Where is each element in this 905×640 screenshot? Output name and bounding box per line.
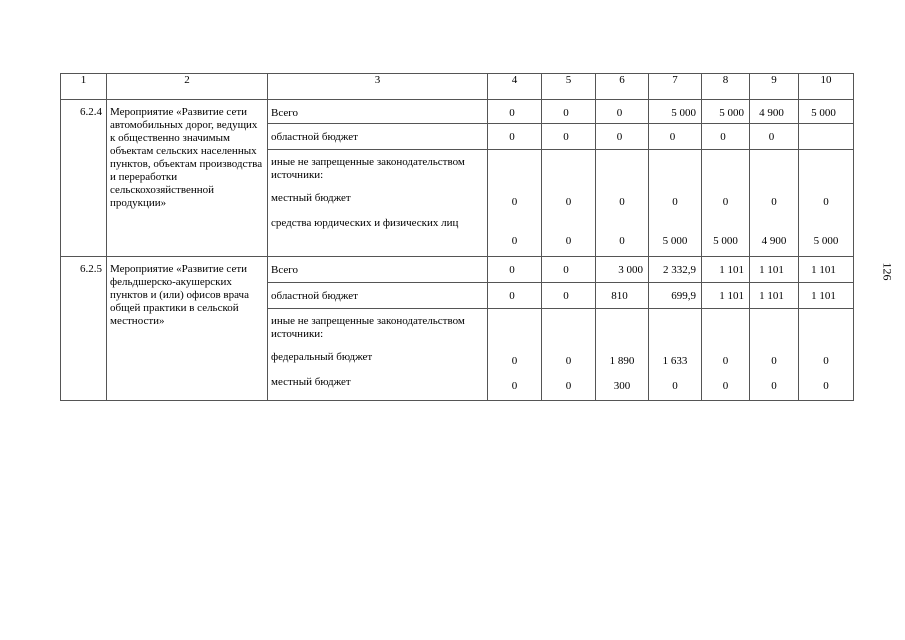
value-cell xyxy=(799,150,854,257)
value: 0 xyxy=(823,380,829,392)
value-cell xyxy=(488,309,542,401)
header-cell: 7 xyxy=(649,74,702,100)
value: 0 xyxy=(511,196,518,208)
value-cell: 5 000 xyxy=(799,100,854,124)
value-cell: 1 101 xyxy=(702,283,750,309)
value-cell: 4 900 xyxy=(750,100,799,124)
measure-id: 6.2.5 xyxy=(61,257,107,401)
source-label: Всего xyxy=(268,257,488,283)
value: 0 xyxy=(722,196,729,208)
value-cell: 810 xyxy=(596,283,649,309)
value-cell: 0 xyxy=(542,283,596,309)
header-cell: 1 xyxy=(61,74,107,100)
value-cell: 1 101 xyxy=(750,257,799,283)
value-cell: 0 xyxy=(750,124,799,150)
value: 0 xyxy=(619,196,625,208)
value-cell: 2 332,9 xyxy=(649,257,702,283)
header-cell: 9 xyxy=(750,74,799,100)
measure-title: Мероприятие «Развитие сети автомобильных дорог, ведущих к общественно значимым объектам сельских населенных пунктов, объектам производства и переработки сельскохозяйственной продукции» xyxy=(107,100,268,257)
table-header-row xyxy=(61,74,854,100)
value: 0 xyxy=(565,355,572,367)
value: 1 633 xyxy=(662,355,688,367)
value: 0 xyxy=(511,380,518,392)
source-label: местный бюджет xyxy=(271,192,351,204)
value-cell: 0 xyxy=(488,257,542,283)
value: 5 000 xyxy=(662,235,688,247)
value-cell: 0 xyxy=(542,100,596,124)
source-label: областной бюджет xyxy=(268,283,488,309)
source-label: областной бюджет xyxy=(268,124,488,150)
value-cell: 3 000 xyxy=(596,257,649,283)
source-group-cell xyxy=(268,309,488,401)
header-cell: 2 xyxy=(107,74,268,100)
source-label: местный бюджет xyxy=(271,376,351,388)
value-cell xyxy=(750,309,799,401)
value-cell xyxy=(542,309,596,401)
table-row xyxy=(61,257,854,283)
value-cell xyxy=(649,150,702,257)
value: 0 xyxy=(722,355,729,367)
value: 0 xyxy=(823,196,829,208)
value: 300 xyxy=(613,380,631,392)
value-cell xyxy=(542,150,596,257)
value-cell xyxy=(702,309,750,401)
value-cell: 5 000 xyxy=(702,100,750,124)
value-cell: 0 xyxy=(542,124,596,150)
value-cell xyxy=(596,309,649,401)
value-cell: 0 xyxy=(702,124,750,150)
value-cell: 1 101 xyxy=(799,257,854,283)
value: 5 000 xyxy=(813,235,839,247)
header-cell: 8 xyxy=(702,74,750,100)
value: 4 900 xyxy=(761,235,787,247)
value: 0 xyxy=(511,235,518,247)
value-cell: 0 xyxy=(488,100,542,124)
measure-id: 6.2.4 xyxy=(61,100,107,257)
value-cell: 0 xyxy=(488,283,542,309)
value-cell: 0 xyxy=(542,257,596,283)
value-cell: 0 xyxy=(649,124,702,150)
value: 0 xyxy=(672,380,678,392)
source-label: средства юрдических и физических лиц xyxy=(271,217,459,229)
header-cell: 10 xyxy=(799,74,854,100)
value: 0 xyxy=(565,235,572,247)
value-cell xyxy=(596,150,649,257)
measure-title: Мероприятие «Развитие сети фельдшерско-акушерских пунктов и (или) офисов врача общей практики в сельской местности» xyxy=(107,257,268,401)
budget-table xyxy=(60,73,854,401)
value-cell: 1 101 xyxy=(799,283,854,309)
value-cell: 5 000 xyxy=(649,100,702,124)
value-cell xyxy=(750,150,799,257)
value-cell xyxy=(702,150,750,257)
value-cell: 1 101 xyxy=(750,283,799,309)
header-cell: 6 xyxy=(596,74,649,100)
source-label: иные не запрещенные законодательством источники: xyxy=(271,156,465,181)
value-cell: 0 xyxy=(596,124,649,150)
source-label: иные не запрещенные законодательством источники: xyxy=(271,315,465,340)
value-cell xyxy=(799,309,854,401)
value: 0 xyxy=(771,380,777,392)
value: 5 000 xyxy=(713,235,738,247)
value-cell: 0 xyxy=(488,124,542,150)
value: 0 xyxy=(565,196,572,208)
value: 0 xyxy=(672,196,678,208)
value-cell xyxy=(799,124,854,150)
value-cell: 1 101 xyxy=(702,257,750,283)
value-cell: 0 xyxy=(596,100,649,124)
table-row xyxy=(61,100,854,124)
value: 0 xyxy=(722,380,729,392)
value: 0 xyxy=(565,380,572,392)
value: 0 xyxy=(511,355,518,367)
page-number: 126 xyxy=(880,262,895,281)
value-cell xyxy=(649,309,702,401)
header-cell: 5 xyxy=(542,74,596,100)
value: 0 xyxy=(771,355,777,367)
value-cell xyxy=(488,150,542,257)
source-group-cell xyxy=(268,150,488,257)
header-cell: 3 xyxy=(268,74,488,100)
header-cell: 4 xyxy=(488,74,542,100)
value: 0 xyxy=(823,355,829,367)
value: 0 xyxy=(771,196,777,208)
value: 1 890 xyxy=(609,355,635,367)
source-label: Всего xyxy=(268,100,488,124)
value: 0 xyxy=(619,235,625,247)
value-cell: 699,9 xyxy=(649,283,702,309)
source-label: федеральный бюджет xyxy=(271,351,373,363)
